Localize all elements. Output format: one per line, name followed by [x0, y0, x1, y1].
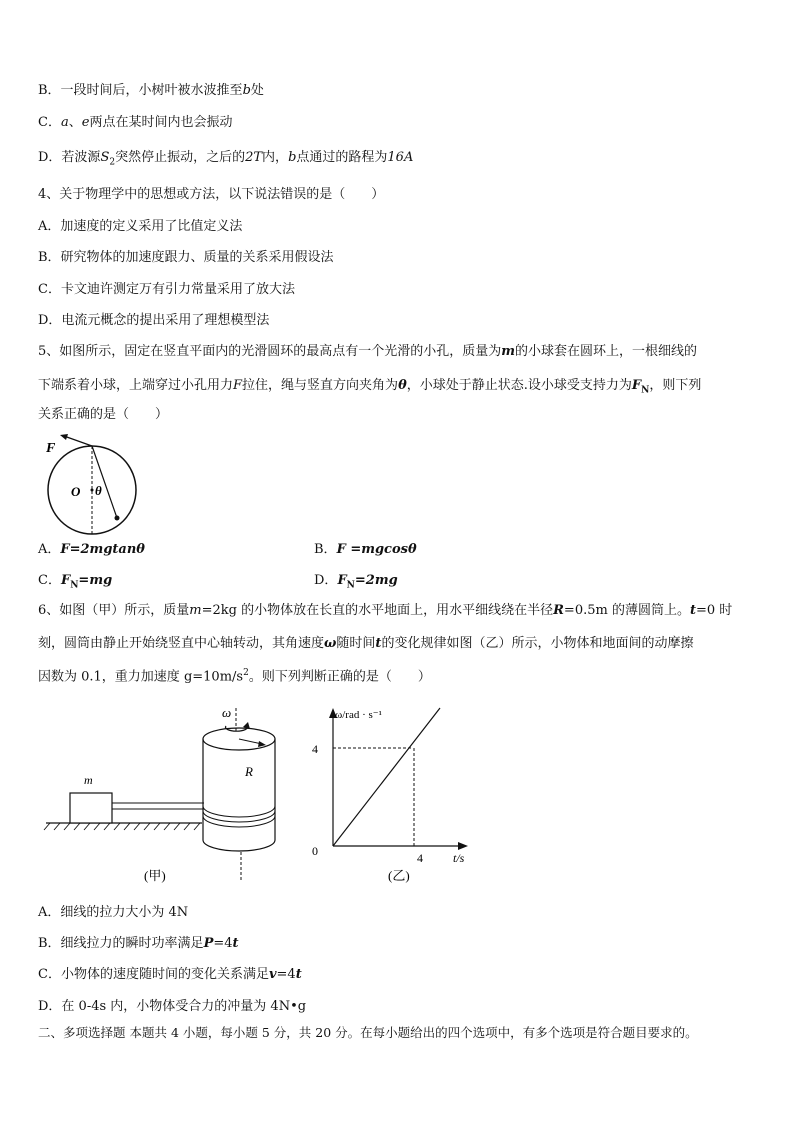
ground-hatching	[44, 823, 200, 830]
label-O: O	[71, 484, 81, 499]
q6-option-a: A．细线的拉力大小为 4N	[38, 905, 189, 920]
q5-option-a: A．F=2mgtanθ	[38, 542, 145, 557]
q6-figure-jia	[42, 700, 292, 890]
q4-stem: 4、关于物理学中的思想或方法，以下说法错误的是（ ）	[38, 187, 385, 202]
x-axis-arrow	[458, 842, 468, 850]
q6-stem-line1: 6、如图（甲）所示，质量m=2kg 的小物体放在长直的水平地面上，用水平细线绕在半径R=0.5m 的薄圆筒上。t=0 时	[38, 603, 733, 618]
y-axis-label: ω/rad · s⁻¹	[335, 709, 382, 721]
q6-option-c: C．小物体的速度随时间的变化关系满足v=4t	[38, 967, 302, 982]
q6-option-b: B．细线拉力的瞬时功率满足P=4t	[38, 936, 239, 951]
data-line	[333, 708, 440, 846]
label-F: F	[46, 441, 56, 456]
y-tick-4: 4	[312, 742, 318, 756]
winding-1	[203, 806, 275, 817]
block-m	[70, 793, 112, 823]
caption-jia: (甲)	[144, 868, 166, 883]
q5-stem-line3: 关系正确的是（ ）	[38, 407, 169, 422]
q3-option-c: C．a、e两点在某时间内也会振动	[38, 115, 233, 130]
q6-stem-line2: 刻，圆筒由静止开始绕竖直中心轴转动，其角速度ω随时间t的变化规律如图（乙）所示，小物体和地面间的动摩擦	[38, 636, 694, 651]
center-dot	[91, 489, 94, 492]
q6-figure-yi	[300, 700, 480, 890]
caption-yi: (乙)	[388, 868, 410, 883]
q3-option-b: B．一段时间后，小树叶被水波推至b处	[38, 83, 264, 98]
q5-option-c: C．$F_N=mg$	[38, 573, 113, 591]
q4-option-c: C．卡文迪许测定万有引力常量采用了放大法	[38, 282, 295, 297]
q4-option-b: B．研究物体的加速度跟力、质量的关系采用假设法	[38, 250, 334, 265]
label-R: R	[245, 764, 253, 779]
label-theta: θ	[95, 483, 102, 498]
label-m: m	[84, 773, 93, 787]
q5-option-b: B．F =mgcosθ	[314, 542, 417, 557]
chord-string	[92, 446, 117, 518]
arrow-head	[60, 434, 68, 440]
ball	[115, 516, 120, 521]
q5-option-d: D．$F_N=2mg$	[314, 573, 398, 591]
cylinder-bottom	[203, 840, 275, 851]
q6-option-d: D．在 0-4s 内，小物体受合力的冲量为 4N•g	[38, 999, 307, 1014]
q3-option-d: D．若波源$S_2$突然停止振动，之后的2T内，b点通过的路程为16A	[38, 150, 414, 168]
q5-stem-line2: 下端系着小球，上端穿过小孔用力F拉住，绳与竖直方向夹角为θ，小球处于静止状态.设小球受支持力为$F_N$，则下列	[38, 378, 702, 396]
q4-option-a: A．加速度的定义采用了比值定义法	[38, 219, 243, 234]
origin-label: 0	[312, 844, 318, 858]
q4-option-d: D．电流元概念的提出采用了理想模型法	[38, 313, 270, 328]
section-2-header: 二、多项选择题 本题共 4 小题，每小题 5 分，共 20 分。在每小题给出的四个选项中，有多个选项是符合题目要求的。	[38, 1025, 698, 1040]
q6-stem-line3: 因数为 0.1，重力加速度 $g=10m/s^2$。则下列判断正确的是（ ）	[38, 668, 431, 685]
x-axis-label: t/s	[453, 851, 465, 865]
label-omega: ω	[222, 705, 232, 720]
q5-stem-line1: 5、如图所示，固定在竖直平面内的光滑圆环的最高点有一个光滑的小孔，质量为m的小球套在圆环上，一根细线的	[38, 344, 698, 359]
q5-figure-ring	[40, 432, 150, 537]
x-tick-4: 4	[417, 851, 423, 865]
force-arrow	[64, 436, 92, 446]
